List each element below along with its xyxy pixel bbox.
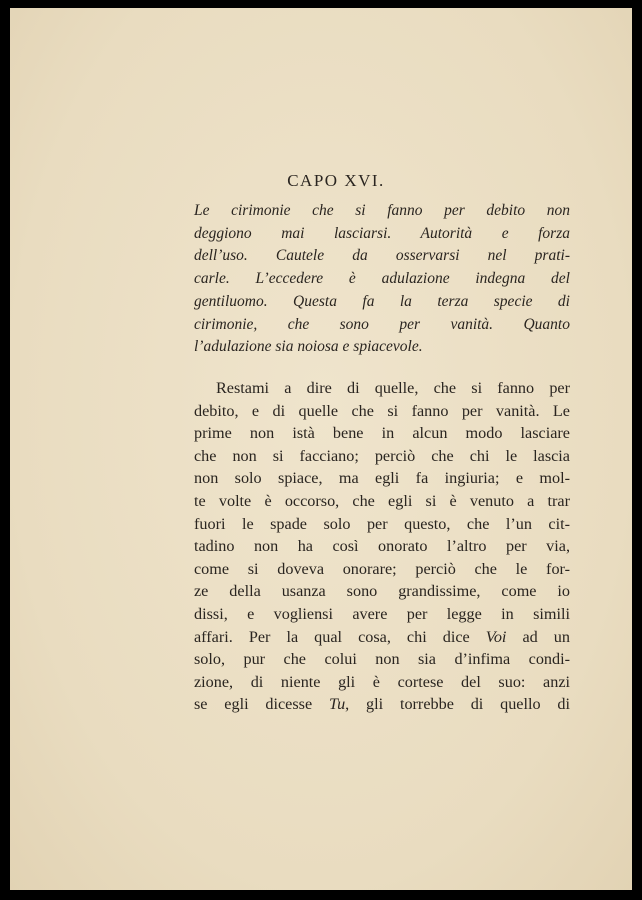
body-line: non solo spiace, ma egli fa ingiuria; e mol- [194, 469, 570, 488]
body-line: debito, e di quelle che si fanno per vanità. Le [194, 401, 570, 420]
body-line [194, 626, 570, 649]
body-line: dissi, e vogliensi avere per legge in simili [194, 604, 570, 623]
body-line: che non si facciano; perciò che chi le lascia [194, 446, 570, 465]
book-page [10, 8, 632, 890]
body-line: prime non istà bene in alcun modo lasciare [194, 424, 570, 443]
body-text-run: , gli torrebbe di quello di [345, 695, 570, 714]
body-line [194, 693, 570, 716]
summary-line: cirimonie, che sono per vanità. Quanto [194, 315, 570, 333]
summary-line: l’adulazione sia noiosa e spiacevole. [194, 338, 423, 356]
italic-word-voi: Voi [485, 627, 507, 646]
body-line: tadino non ha così onorato l’altro per via, [194, 537, 570, 556]
body-line: te volte è occorso, che egli si è venuto a trar [194, 491, 570, 510]
body-paragraph [194, 377, 570, 716]
body-line: fuori le spade solo per questo, che l’un cit- [194, 514, 570, 533]
summary-line: dell’uso. Cautele da osservarsi nel prati- [194, 247, 570, 265]
chapter-title: CAPO XVI. [287, 171, 385, 190]
chapter-summary [194, 200, 570, 359]
summary-line: gentiluomo. Questa fa la terza specie di [194, 292, 570, 310]
body-text-run: affari. Per la qual cosa, chi dice [194, 627, 486, 646]
body-line: come si doveva onorare; perciò che le for- [194, 559, 570, 578]
body-line: Restami a dire di quelle, che si fanno per [216, 379, 570, 397]
body-line: ze della usanza sono grandissime, come io [194, 582, 570, 601]
body-text-run: se egli dicesse [194, 695, 329, 714]
summary-line: carle. L’eccedere è adulazione indegna del [194, 270, 570, 288]
summary-line: Le cirimonie che si fanno per debito non [194, 202, 570, 219]
body-text-run: ad un [506, 627, 570, 646]
summary-line: deggiono mai lasciarsi. Autorità e forza [194, 224, 570, 242]
body-line: solo, pur che colui non sia d’infima condi- [194, 650, 570, 669]
italic-word-tu: Tu [328, 695, 346, 714]
body-line: zione, di niente gli è cortese del suo: anzi [194, 672, 570, 691]
